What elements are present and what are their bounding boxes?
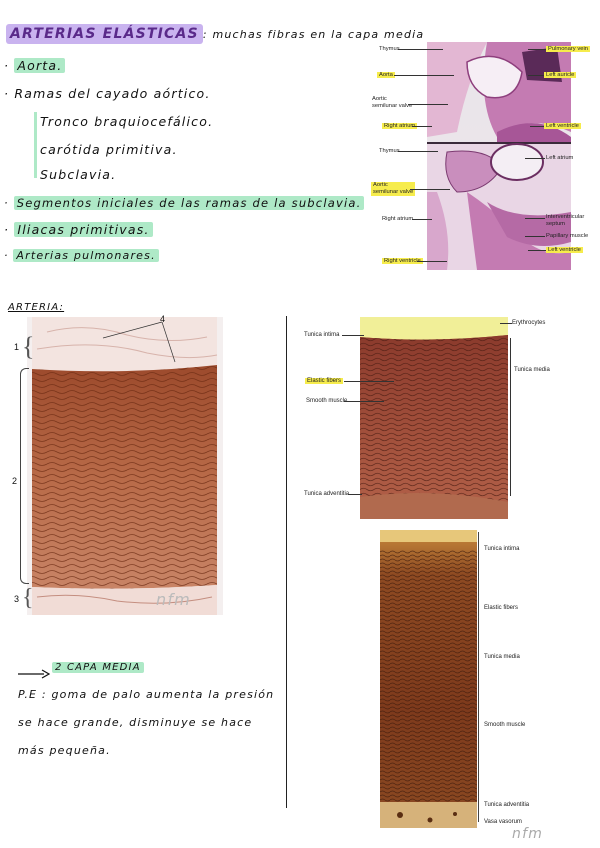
capa-media-label: 2 CAPA MEDIA bbox=[52, 662, 144, 673]
arteria-heading: ARTERIA: bbox=[8, 302, 65, 313]
list-item: · Segmentos iniciales de las ramas de la subclavia. bbox=[4, 196, 364, 210]
label-tunica-adventitia: Tunica adventitia bbox=[304, 491, 350, 497]
pointer-lines bbox=[95, 318, 185, 366]
label-right-ventricle: Right ventricle bbox=[384, 258, 421, 264]
layer-number: 4 bbox=[160, 314, 166, 324]
layer-number: 1 bbox=[14, 342, 20, 352]
label-smooth-muscle-2: Smooth muscle bbox=[484, 722, 526, 728]
label-tunica-media-2: Tunica media bbox=[484, 654, 520, 660]
label-aortic-valve: Aortic semilunar valve bbox=[372, 96, 413, 109]
layer-number: 3 bbox=[14, 594, 20, 604]
label-pulmonary-vein: Pulmonary vein bbox=[548, 46, 588, 52]
note-line: P.E : goma de palo aumenta la presión bbox=[18, 688, 275, 701]
label-interventricular-septum: Interventricular septum bbox=[546, 214, 585, 227]
label-erythrocytes: Erythrocytes bbox=[512, 320, 546, 326]
section-description: : muchas fibras en la capa media bbox=[202, 28, 425, 41]
signature: nfm bbox=[512, 826, 544, 842]
bracket bbox=[34, 112, 37, 178]
list-item: · Aorta. bbox=[4, 58, 65, 73]
label-right-atrium-2: Right atrium bbox=[382, 216, 414, 222]
label-thymus-2: Thymus bbox=[379, 148, 400, 154]
label-left-ventricle: Left ventricle bbox=[546, 123, 579, 129]
label-left-ventricle-2: Left ventricle bbox=[548, 247, 581, 253]
label-elastic-fibers: Elastic fibers bbox=[307, 378, 342, 384]
brace-icon bbox=[20, 368, 29, 584]
label-left-auricle: Left auricle bbox=[546, 72, 575, 78]
signature: nfm bbox=[156, 590, 191, 609]
bracket bbox=[478, 532, 481, 822]
section-title: ARTERIAS ELÁSTICAS bbox=[6, 24, 203, 44]
list-item: · Iliacas primitivas. bbox=[4, 222, 153, 237]
note-line: más pequeña. bbox=[18, 744, 111, 757]
label-vasa-vasorum: Vasa vasorum bbox=[484, 819, 522, 825]
sub-list-item: carótida primitiva. bbox=[40, 142, 178, 157]
label-elastic-fibers-2: Elastic fibers bbox=[484, 605, 519, 611]
sub-list-item: Subclavia. bbox=[40, 167, 117, 182]
arrow-icon bbox=[18, 664, 50, 683]
sub-list-item: Tronco braquiocefálico. bbox=[40, 114, 214, 129]
brace-icon: { bbox=[22, 585, 34, 611]
list-item: · Ramas del cayado aórtico. bbox=[4, 86, 211, 101]
label-left-atrium: Left atrium bbox=[546, 155, 574, 161]
divider bbox=[286, 316, 287, 808]
label-tunica-adventitia-2: Tunica adventitia bbox=[484, 802, 530, 808]
label-aortic-valve-2: Aortic semilunar valve bbox=[373, 182, 414, 195]
label-tunica-media: Tunica media bbox=[514, 367, 550, 373]
note-line: se hace grande, disminuye se hace bbox=[18, 716, 253, 729]
label-aorta: Aorta bbox=[379, 72, 393, 78]
artery-wall-image-2 bbox=[380, 530, 477, 828]
tunica-histology-image bbox=[360, 317, 508, 519]
label-papillary-muscle: Papillary muscle bbox=[546, 233, 589, 239]
bracket bbox=[507, 338, 511, 496]
brace-icon: { bbox=[22, 332, 35, 361]
label-tunica-intima: Tunica intima bbox=[304, 332, 340, 338]
list-item: · Arterias pulmonares. bbox=[4, 249, 159, 262]
label-thymus: Thymus bbox=[379, 46, 400, 52]
title-row bbox=[6, 26, 424, 42]
label-right-atrium: Right atrium bbox=[384, 123, 416, 129]
layer-number: 2 bbox=[12, 476, 18, 486]
label-smooth-muscle: Smooth muscle bbox=[306, 398, 348, 404]
label-tunica-intima-2: Tunica intima bbox=[484, 546, 520, 552]
